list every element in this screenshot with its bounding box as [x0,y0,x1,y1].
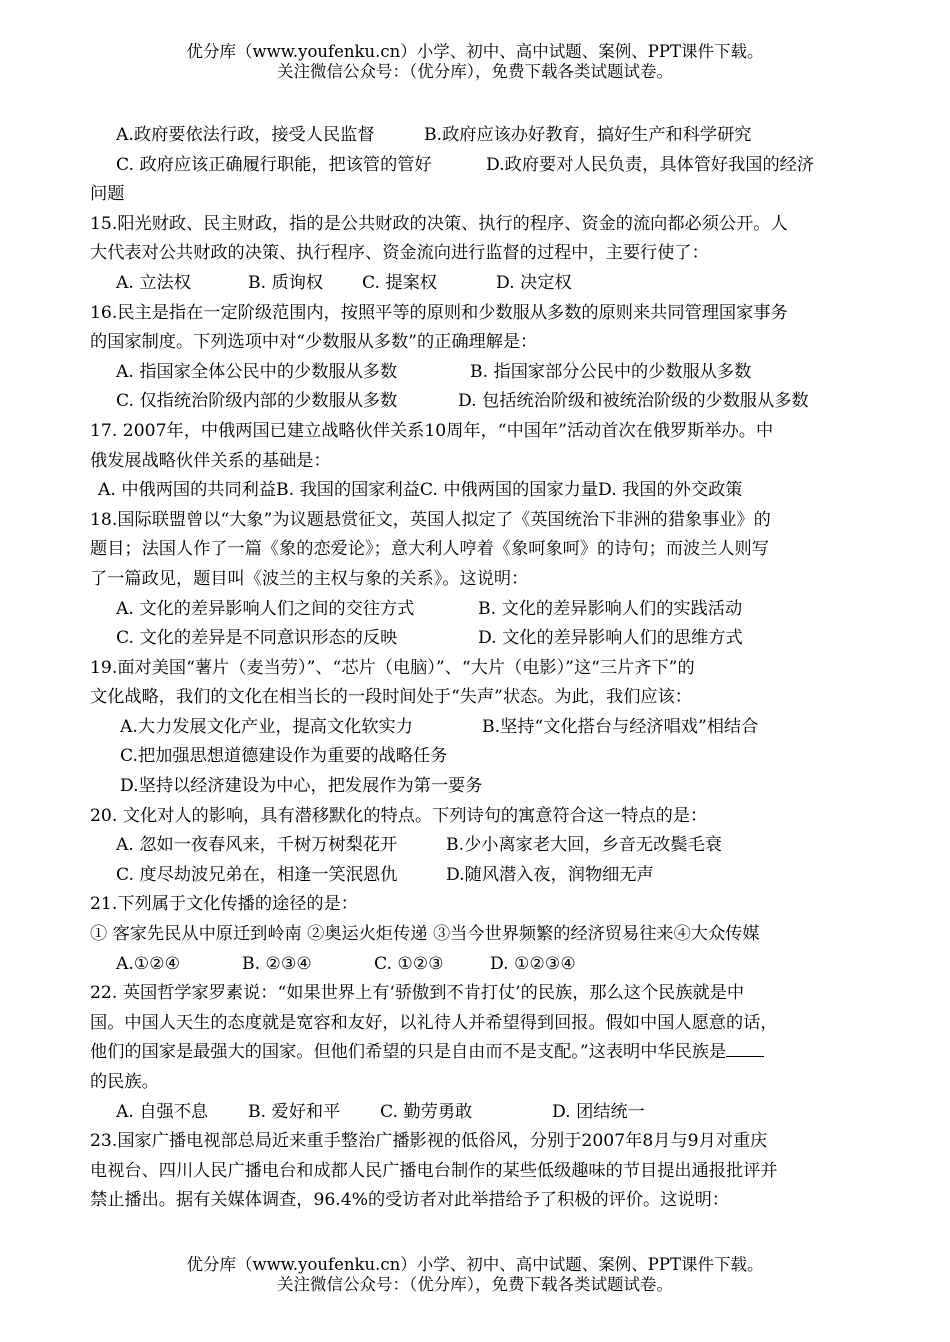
q17-stem-1: 17. 2007年，中俄两国已建立战略伙伴关系10周年，“中国年”活动首次在俄罗斯举办。中 [90,420,774,441]
q21-options [90,950,870,980]
q19-option-d: D.坚持以经济建设为中心，把发展作为第一要务 [120,776,483,797]
q18-stem-2: 题目；法国人作了一篇《象的恋爱论》；意大利人哼着《象呵象呵》的诗句；而波兰人则写 [90,539,769,560]
q17-stem-2: 俄发展战略伙伴关系的基础是： [90,450,331,471]
q22-stem-1: 22. 英国哲学家罗素说：“如果世界上有‘骄傲到不肯打仗’的民族，那么这个民族就是中 [90,983,745,1004]
q16-option-a: A. 指国家全体公民中的少数服从多数 [116,361,398,382]
q16-stem-1: 16.民主是指在一定阶级范围内，按照平等的原则和少数服从多数的原则来共同管理国家事务 [90,302,788,323]
q20-option-d: D.随风潜入夜，润物细无声 [446,864,654,885]
q15-option-b: B. 质询权 [248,272,324,293]
q18-option-c: C. 文化的差异是不同意识形态的反映 [116,628,398,649]
q15-option-d: D. 决定权 [496,272,572,293]
q16-option-b: B. 指国家部分公民中的少数服从多数 [470,361,752,382]
q18-option-d: D. 文化的差异影响人们的思维方式 [478,628,743,649]
q22-stem-3-text: 他们的国家是最强大的国家。但他们希望的只是自由而不是支配。”这表明中华民族是 [90,1042,727,1063]
q19-stem-2: 文化战略，我们的文化在相当长的一段时间处于“失声”状态。为此，我们应该： [90,687,692,708]
header-line-1: 优分库（www.youfenku.cn）小学、初中、高中试题、案例、PPT课件下载。 [186,42,764,61]
q20-option-b: B.少小离家老大回，乡音无改鬓毛衰 [446,835,722,856]
q22-option-c: C. 勤劳勇敢 [380,1101,473,1122]
q16-options-ab [90,358,870,388]
q21-option-a: A.①②④ [116,953,181,974]
q21-option-c: C. ①②③ [374,953,444,974]
q22-option-d: D. 团结统一 [552,1101,645,1122]
q16-options-cd [90,387,870,417]
q16-option-c: C. 仅指统治阶级内部的少数服从多数 [116,391,398,412]
header-line-2: 关注微信公众号：（优分库），免费下载各类试题试卷。 [277,62,673,81]
answer-blank [726,1041,764,1057]
q17-options: A. 中俄两国的共同利益B. 我国的国家利益C. 中俄两国的国家力量D. 我国的外交政策 [98,480,743,501]
footer-line-2: 关注微信公众号：（优分库），免费下载各类试题试卷。 [277,1275,673,1294]
q18-options-cd [90,624,870,654]
q23-stem-1: 23.国家广播电视部总局近来重手整治广播影视的低俗风，分别于2007年8月与9月对重庆 [90,1131,768,1152]
q20-options-ab [90,831,870,861]
q22-stem-2: 国。中国人天生的态度就是宽容和友好，以礼待人并希望得到回报。假如中国人愿意的话， [90,1012,778,1033]
q15-stem-2: 大代表对公共财政的决策、执行程序、资金流向进行监督的过程中，主要行使了： [90,243,709,264]
q19-options-ab [90,713,870,743]
q19-option-b: B.坚持“文化搭台与经济唱戏”相结合 [482,716,759,737]
q18-options-ab [90,595,870,625]
footer-line-1: 优分库（www.youfenku.cn）小学、初中、高中试题、案例、PPT课件下载。 [186,1255,764,1274]
q15-options [90,269,870,299]
q14-option-c: C. 政府应该正确履行职能，把该管的管好 [116,154,432,175]
q22-options [90,1098,870,1128]
q22-option-b: B. 爱好和平 [248,1101,341,1122]
q14-options-ab [90,121,870,151]
page-footer [0,1255,950,1295]
q23-stem-3: 禁止播出。据有关媒体调查，96.4%的受访者对此举措给予了积极的评价。这说明： [90,1190,729,1211]
q22-stem-4: 的民族。 [90,1072,159,1092]
q16-stem-2: 的国家制度。下列选项中对“少数服从多数”的正确理解是： [90,332,538,353]
q23-stem-2: 电视台、四川人民广播电台和成都人民广播电台制作的某些低级趣味的节目提出通报批评并 [90,1160,778,1181]
q16-option-d: D. 包括统治阶级和被统治阶级的少数服从多数 [458,391,809,412]
q14-options-cd [90,151,870,181]
q20-option-a: A. 忽如一夜春风来，千树万树梨花开 [116,835,398,856]
q21-option-b: B. ②③④ [242,953,312,974]
q20-option-c: C. 度尽劫波兄弟在，相逢一笑泯恩仇 [116,864,398,885]
q21-items: ① 客家先民从中原迁到岭南 ②奥运火炬传递 ③当今世界频繁的经济贸易往来④大众传媒 [90,924,760,945]
q18-option-a: A. 文化的差异影响人们之间的交往方式 [116,598,415,619]
q19-option-a: A.大力发展文化产业，提高文化软实力 [120,716,413,737]
q14-option-a: A.政府要依法行政，接受人民监督 [116,125,375,145]
q14-option-d: D.政府要对人民负责，具体管好我国的经济 [486,154,815,175]
q18-option-b: B. 文化的差异影响人们的实践活动 [478,598,743,619]
q14-option-b: B.政府应该办好教育，搞好生产和科学研究 [424,125,752,145]
q21-option-d: D. ①②③④ [490,953,576,974]
q18-stem-1: 18.国际联盟曾以“大象”为议题悬赏征文，英国人拟定了《英国统治下非洲的猎象事业》的 [90,509,771,530]
q19-stem-1: 19.面对美国“薯片（麦当劳）”、“芯片（电脑）”、“大片（电影）”这“三片齐下”的 [90,657,695,678]
q18-stem-3: 了一篇政见，题目叫《波兰的主权与象的关系》。这说明： [90,568,529,589]
q20-stem: 20. 文化对人的影响，具有潜移默化的特点。下列诗句的寓意符合这一特点的是： [90,805,708,826]
q15-option-a: A. 立法权 [116,272,191,293]
q22-option-a: A. 自强不息 [116,1101,209,1122]
q22-stem-3 [90,1038,870,1068]
q21-stem: 21.下列属于文化传播的途径的是： [90,894,358,915]
q20-options-cd [90,861,870,891]
page-header [0,42,950,82]
q15-stem-1: 15.阳光财政、民主财政，指的是公共财政的决策、执行的程序、资金的流向都必须公开。人 [90,213,788,234]
q19-option-c: C.把加强思想道德建设作为重要的战略任务 [120,746,448,767]
q15-option-c: C. 提案权 [362,272,438,293]
q14-option-d-cont: 问题 [90,184,125,205]
document-body [90,121,870,1216]
